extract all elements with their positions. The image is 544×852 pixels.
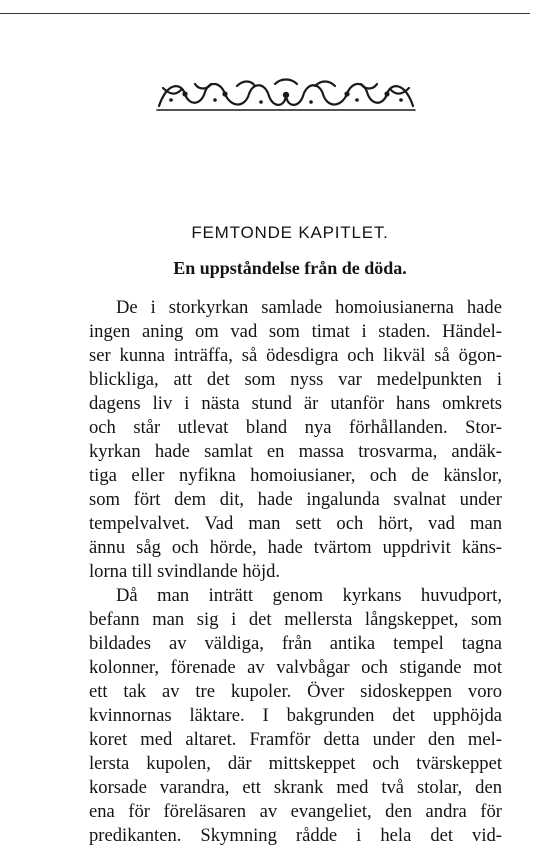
body-text — [89, 296, 502, 848]
text-line: ser kunna inträffa, så ödesdigra och likväl så ögon- — [89, 345, 502, 366]
text-line: De i storkyrkan samlade homoiusianerna hade — [116, 297, 502, 318]
top-rule — [0, 13, 530, 14]
text-line: ännu såg och hörde, hade tvärtom uppdrivit käns- — [89, 537, 502, 558]
text-line: tiga eller nyfikna homoiusianer, och de känslor, — [89, 465, 502, 486]
text-line: som fört dem dit, hade ingalunda svalnat under — [89, 489, 502, 510]
text-line: bildades av väldiga, från antika tempel tagna — [89, 633, 502, 654]
text-line: befann man sig i det mellersta långskeppet, som — [89, 609, 502, 630]
text-line: lersta kupolen, där mittskeppet och tvärskeppet — [89, 753, 502, 774]
chapter-title: En uppståndelse från de döda. — [173, 258, 407, 278]
text-line: ingen aning om vad som timat i staden. Händel- — [89, 321, 502, 342]
text-line: ena för föreläsaren av evangeliet, den andra för — [89, 801, 502, 822]
text-line: lorna till svindlande höjd. — [89, 561, 281, 582]
text-line: dagens liv i nästa stund är utanför hans omkrets — [89, 393, 502, 414]
text-line: korsade varandra, ett skrank med två stolar, den — [89, 777, 502, 798]
text-line: kolonner, förenade av valvbågar och stigande mot — [89, 657, 502, 678]
text-line: predikanten. Skymning rådde i hela det vid- — [89, 825, 502, 846]
floral-scroll-ornament-icon — [155, 76, 417, 114]
text-line: tempelvalvet. Vad man sett och hört, vad man — [89, 513, 502, 534]
chapter-heading: FEMTONDE KAPITLET. — [191, 223, 389, 242]
text-line: Då man inträtt genom kyrkans huvudport, — [116, 585, 502, 606]
text-line: kyrkan hade samlat en massa trosvarma, andäk- — [89, 441, 502, 462]
text-line: blickliga, att det som nyss var medelpunkten i — [89, 369, 502, 390]
text-line: kvinnornas läktare. I bakgrunden det upphöjda — [89, 705, 502, 726]
text-line: koret med altaret. Framför detta under den mel- — [89, 729, 502, 750]
text-line: ett tak av tre kupoler. Över sidoskeppen voro — [89, 681, 502, 702]
text-line: och står utlevat bland nya förhållanden. Stor- — [89, 417, 502, 438]
